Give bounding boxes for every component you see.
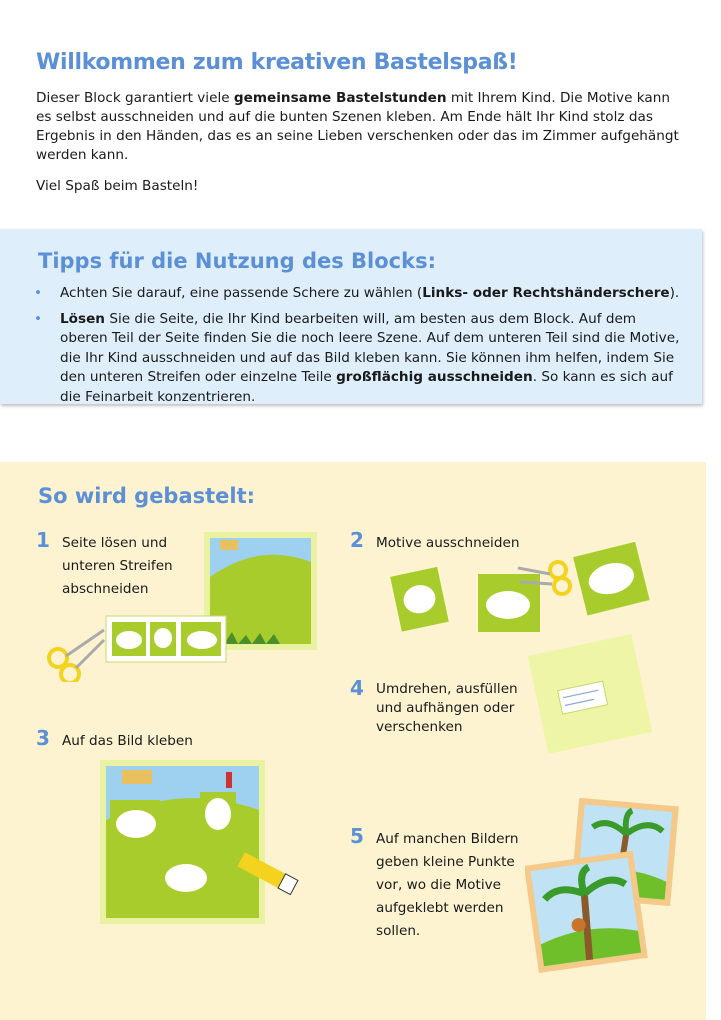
intro-text-bold: gemeinsame Bastelstunden xyxy=(233,90,447,106)
sheep-icon xyxy=(116,810,156,838)
tips-list xyxy=(34,284,684,413)
tips-box xyxy=(0,229,702,404)
step-1-illustration xyxy=(44,532,319,682)
palm-picture xyxy=(525,851,648,973)
intro-greeting: Viel Spaß beim Basteln! xyxy=(36,178,199,194)
tip2-text-a: Sie die Seite, die Ihr Kind bearbeiten will, am besten aus dem Block. Auf dem oberen Teil der Seite finden Sie die noch leere Szene. Auf dem unteren Teil sind die Motive, die Ihr Kind ausschneiden und auf das Bild kleben kann. Sie können ihm helfen, indem Sie den unteren Streifen oder einzelne Teile xyxy=(60,310,680,385)
intro-title: Willkommen zum kreativen Bastelspaß! xyxy=(36,50,518,75)
tip2-text-bold1: Lösen xyxy=(60,310,105,327)
craft-section xyxy=(0,462,706,1020)
bullet: • xyxy=(34,285,43,301)
tip1-text-a: Achten Sie darauf, eine passende Schere zu wählen ( xyxy=(60,285,423,301)
step-number: 2 xyxy=(350,528,364,552)
tower-icon xyxy=(226,772,232,788)
step-number: 4 xyxy=(350,676,364,700)
step-text: Seite lösen und unteren Streifen abschneiden xyxy=(62,535,173,597)
scissors-icon xyxy=(49,630,104,682)
step-4-illustration xyxy=(525,632,655,757)
step-text: Auf das Bild kleben xyxy=(62,733,193,749)
step-3-illustration xyxy=(100,760,300,930)
house-icon xyxy=(122,770,152,784)
step-2-illustration xyxy=(386,542,651,642)
tip1-text-bold: Links- oder Rechtshänderschere xyxy=(422,285,670,301)
tip2-text-b: . So kann es sich auf die Feinarbeit konzentrieren. xyxy=(60,369,673,405)
tips-item xyxy=(34,310,684,408)
house-icon xyxy=(220,540,238,550)
step-number: 3 xyxy=(36,726,50,750)
step-text: Umdrehen, ausfüllen und aufhängen oder verschenken xyxy=(376,681,518,735)
tips-title: Tipps für die Nutzung des Blocks: xyxy=(38,249,436,273)
tip1-text-b: ). xyxy=(669,285,680,301)
bullet: • xyxy=(34,310,43,327)
step-5-illustration xyxy=(525,798,685,978)
intro-section xyxy=(36,50,686,196)
sheep-icon xyxy=(205,798,231,830)
sheep-icon xyxy=(165,864,207,892)
intro-text-a: Dieser Block garantiert viele xyxy=(36,90,234,106)
intro-text-b: mit Ihrem Kind. Die Motive kann es selbst ausschneiden und auf die bunten Szenen kleben. Am Ende hält Ihr Kind stolz das Ergebnis in den Händen, das es an seine Lieben verschenken oder das im Zimmer aufgehängt werden kann. xyxy=(36,90,679,163)
step-number: 1 xyxy=(36,528,50,552)
sheep-icon xyxy=(390,567,449,632)
step-number: 5 xyxy=(350,824,364,848)
step-text: Auf manchen Bildern geben kleine Punkte vor, wo die Motive aufgeklebt werden sollen. xyxy=(376,831,519,939)
sheep-icon xyxy=(573,542,650,615)
tip2-text-bold2: großflächig ausschneiden xyxy=(336,369,533,385)
intro-paragraph xyxy=(36,89,686,165)
step-text: Motive ausschneiden xyxy=(376,535,520,551)
tips-item xyxy=(34,284,684,304)
craft-title: So wird gebastelt: xyxy=(38,484,256,508)
